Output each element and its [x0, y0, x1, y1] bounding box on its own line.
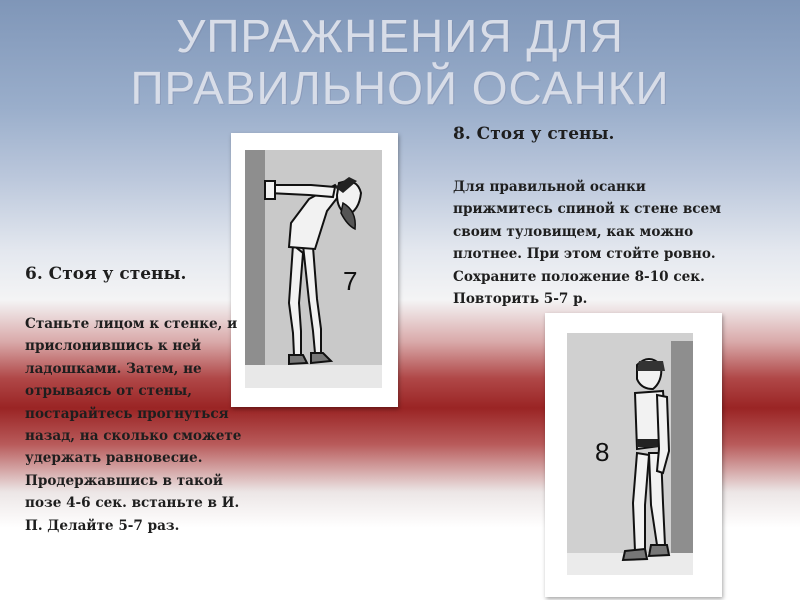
exercise-6-line: П. Делайте 5-7 раз.	[25, 517, 180, 534]
figure-8-headband	[637, 361, 665, 371]
exercise-6-line: назад, на сколько сможете	[25, 428, 242, 445]
slide-title-line-2: ПРАВИЛЬНОЙ ОСАНКИ	[130, 62, 670, 114]
figure-7-hands	[265, 181, 275, 199]
figure-7-foot-back	[289, 355, 307, 364]
exercise-6-line: прислонившись к ней	[25, 338, 202, 355]
exercise-6-line: ладошками. Затем, не	[25, 360, 202, 377]
figure-7-floor	[245, 365, 382, 388]
exercise-8-line: Сохраните положение 8-10 сек.	[453, 268, 705, 285]
exercise-8-line: Повторить 5-7 р.	[453, 291, 588, 308]
slide-title-line-1: УПРАЖНЕНИЯ ДЛЯ	[176, 10, 624, 62]
exercise-8-illustration	[545, 313, 722, 597]
exercise-8-line: своим туловищем, как можно	[453, 223, 694, 240]
slide-title	[0, 10, 800, 114]
exercise-6-line: постарайтесь прогнуться	[25, 405, 229, 422]
figure-8-wall	[671, 341, 693, 575]
figure-7-wall	[245, 150, 265, 365]
exercise-6-line: Станьте лицом к стенке, и	[25, 316, 238, 332]
exercise-6-line: удержать равновесие.	[25, 450, 203, 467]
exercise-6-line: Продержавшись в такой	[25, 472, 223, 489]
exercise-6-line: позе 4-6 сек. встаньте в И.	[25, 495, 240, 512]
exercise-6-heading: 6. Стоя у стены.	[25, 264, 187, 284]
exercise-6-line: отрываясь от стены,	[25, 383, 193, 400]
exercise-8-line: плотнее. При этом стойте ровно.	[453, 246, 716, 263]
figure-7-drawing	[231, 133, 398, 407]
exercise-6-description	[25, 313, 241, 537]
exercise-8-line: Для правильной осанки	[453, 179, 646, 195]
figure-7-number: 7	[343, 266, 358, 296]
figure-8-foot-back	[623, 549, 647, 560]
exercise-8-description	[453, 176, 721, 310]
figure-8-number: 8	[595, 437, 610, 467]
exercise-8-line: прижмитесь спиной к стене всем	[453, 201, 722, 218]
figure-8-drawing	[545, 313, 722, 597]
exercise-8-heading: 8. Стоя у стены.	[453, 124, 615, 144]
figure-8-foot-front	[649, 545, 669, 556]
figure-8-arm	[657, 395, 669, 473]
exercise-7-illustration	[231, 133, 398, 407]
